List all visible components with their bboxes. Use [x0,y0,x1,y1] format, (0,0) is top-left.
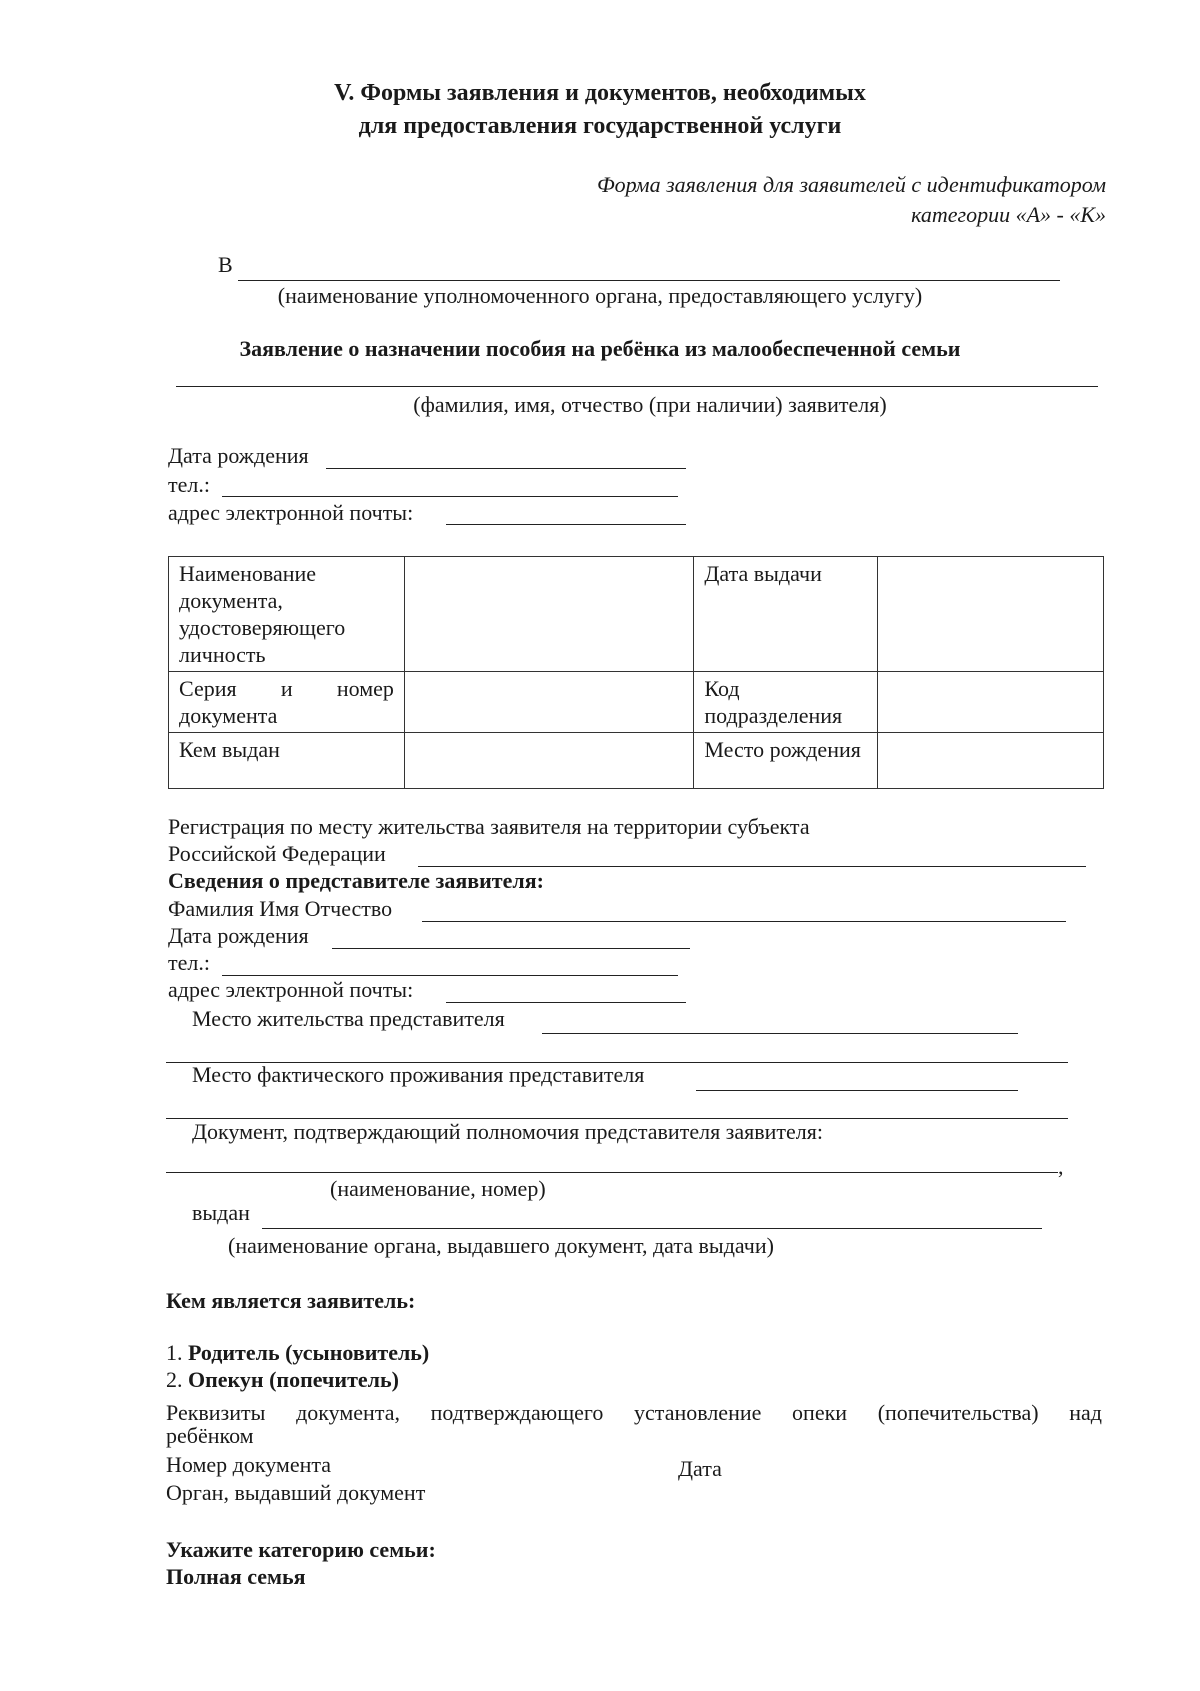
option-parent-number: 1. [166,1340,183,1365]
applicant-birth-date-label: Дата рождения [168,443,309,468]
representative-authority-doc-label: Документ, подтверждающий полномочия представителя заявителя: [192,1119,824,1144]
representative-name-field[interactable] [422,921,1066,922]
table-cell-birthplace-value[interactable] [878,733,1104,789]
who-is-applicant-heading: Кем является заявитель: [166,1288,416,1313]
option-parent[interactable] [166,1340,429,1366]
option-guardian[interactable] [166,1367,399,1393]
table-cell-series-number-value[interactable] [404,672,694,733]
guardianship-doc-line1: Реквизиты документа, подтверждающего установление опеки (попечительства) над [166,1400,1102,1425]
application-title: Заявление о назначении пособия на ребёнка из малообеспеченной семьи [239,336,961,361]
registration-field[interactable] [418,866,1086,867]
authority-doc-caption: (наименование, номер) [330,1176,546,1201]
table-cell-series-number-label: Серия и номер документа [169,672,405,733]
representative-heading: Сведения о представителе заявителя: [168,868,544,893]
page-title-line2: для предоставления государственной услуги [358,113,842,139]
representative-name-label: Фамилия Имя Отчество [168,896,393,921]
family-category-heading: Укажите категорию семьи: [166,1537,436,1562]
option-guardian-label: Опекун (попечитель) [188,1367,399,1392]
table-cell-issued-by-value[interactable] [404,733,694,789]
issued-by-caption: (наименование органа, выдавшего документ, дата выдачи) [228,1233,774,1258]
guardianship-doc-line2: ребёнком [166,1423,254,1448]
page-title-line1: V. Формы заявления и документов, необходимых [334,80,866,106]
applicant-name-caption: (фамилия, имя, отчество (при наличии) заявителя) [413,392,887,417]
representative-birth-date-label: Дата рождения [168,923,309,948]
issued-by-label: выдан [192,1200,250,1225]
registration-label-line1: Регистрация по месту жительства заявителя на территории субъекта [168,814,810,839]
identity-document-table [168,556,1104,789]
guardianship-doc-number-label: Номер документа [166,1452,332,1477]
representative-email-field[interactable] [446,1002,686,1003]
representative-phone-label: тел.: [168,950,210,975]
table-cell-division-code-value[interactable] [878,672,1104,733]
applicant-email-label: адрес электронной почты: [168,500,414,525]
applicant-email-field[interactable] [446,524,686,525]
representative-email-label: адрес электронной почты: [168,977,414,1002]
recipient-field[interactable] [238,280,1060,281]
applicant-phone-field[interactable] [222,496,678,497]
applicant-birth-date-field[interactable] [326,468,686,469]
representative-actual-residence-label: Место фактического проживания представителя [192,1062,645,1087]
table-cell-issue-date-label: Дата выдачи [694,557,878,672]
option-parent-label: Родитель (усыновитель) [188,1340,430,1365]
form-subtitle-line2: категории «А» - «К» [911,202,1106,227]
issued-by-field[interactable] [262,1228,1042,1229]
table-cell-issue-date-value[interactable] [878,557,1104,672]
guardianship-doc-date-label: Дата [678,1456,722,1481]
representative-birth-date-field[interactable] [332,948,690,949]
table-cell-doc-name-value[interactable] [404,557,694,672]
guardianship-issuing-body-label: Орган, выдавший документ [166,1480,426,1505]
applicant-phone-label: тел.: [168,472,210,497]
representative-residence-label: Место жительства представителя [192,1006,505,1031]
registration-label-line2: Российской Федерации [168,841,386,866]
option-guardian-number: 2. [166,1367,183,1392]
table-cell-issued-by-label: Кем выдан [169,733,405,789]
representative-residence-field[interactable] [542,1033,1018,1034]
table-cell-birthplace-label: Место рождения [694,733,878,789]
recipient-caption: (наименование уполномоченного органа, предоставляющего услугу) [277,283,923,308]
representative-phone-field[interactable] [222,975,678,976]
applicant-name-field[interactable] [176,386,1098,387]
representative-actual-residence-field[interactable] [696,1090,1018,1091]
table-cell-doc-name-label: Наименование документа, удостоверяющего личность [169,557,405,672]
family-category-option-full[interactable]: Полная семья [166,1564,306,1589]
authority-doc-comma: , [1058,1154,1064,1179]
form-subtitle-line1: Форма заявления для заявителей с идентификатором [596,172,1106,197]
table-cell-division-code-label: Код подразделения [694,672,878,733]
representative-authority-doc-field[interactable] [166,1172,1058,1173]
recipient-prefix: В [218,252,233,277]
